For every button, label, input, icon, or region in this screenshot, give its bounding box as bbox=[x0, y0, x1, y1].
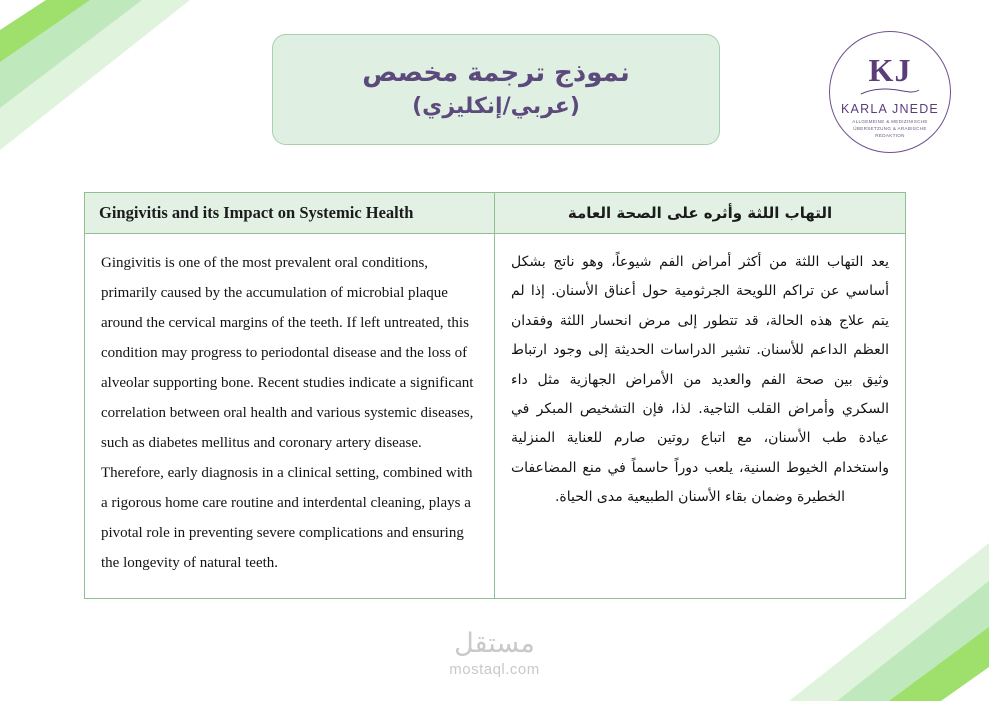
logo-brand-subtitle: ALLGEMEINE & MEDIZINISCHE ÜBERSETZUNG & ARABISCHE REDAKTION bbox=[852, 119, 928, 138]
footer-watermark bbox=[0, 628, 989, 678]
table-body-cell-english bbox=[85, 234, 494, 598]
table-header-cell-english bbox=[85, 193, 494, 234]
english-paragraph: Gingivitis is one of the most prevalent oral conditions, primarily caused by the accumulation of microbial plaque around the cervical margins of the teeth. If left untreated, this condition may progress to periodontal disease and the loss of alveolar supporting bone. Recent studies indicate a significant correlation between oral health and various systemic diseases, such as diabetes mellitus and coronary artery disease. Therefore, early diagnosis in a clinical setting, combined with a rigorous home care routine and interdental cleaning, plays a pivotal role in preventing severe complications and ensuring the longevity of natural teeth. bbox=[101, 255, 474, 571]
logo-swoosh-icon bbox=[859, 87, 921, 97]
logo-brand-name: KARLA JNEDE bbox=[841, 102, 939, 117]
table-column-arabic bbox=[495, 193, 905, 598]
watermark-domain: mostaql.com bbox=[449, 661, 540, 678]
page-title-banner bbox=[272, 34, 720, 145]
logo-monogram: KJ bbox=[868, 52, 912, 89]
table-body-cell-arabic bbox=[495, 234, 905, 598]
decor-corner-top-left-white bbox=[0, 0, 46, 30]
page-title-secondary: (عربي/إنكليزي) bbox=[412, 94, 580, 120]
arabic-heading: التهاب اللثة وأثره على الصحة العامة bbox=[567, 204, 833, 222]
arabic-paragraph: يعد التهاب اللثة من أكثر أمراض الفم شيوعاً، وهو ناتج بشكل أساسي عن تراكم اللويحة الجرثومية حول أعناق الأسنان. إذا لم يتم علاج هذه الحالة، قد تتطور إلى مرض انحسار اللثة وفقدان العظم الداعم للأسنان. تشير الدراسات الحديثة إلى وجود ارتباط وثيق بين صحة الفم والعديد من الأمراض الجهازية مثل داء السكري وأمراض القلب التاجية. لذا، فإن التشخيص المبكر في عيادة طب الأسنان، مع اتباع روتين صارم للعناية المنزلية واستخدام الخيوط السنية، يلعب دوراً حاسماً في منع المضاعفات الخطيرة وضمان بقاء الأسنان الطبيعية مدى الحياة. bbox=[511, 254, 889, 506]
english-heading: Gingivitis and its Impact on Systemic Health bbox=[99, 203, 414, 222]
watermark-arabic: مستقل bbox=[454, 628, 535, 659]
page-title-primary: نموذج ترجمة مخصص bbox=[362, 57, 630, 88]
brand-logo bbox=[818, 30, 962, 154]
table-column-english bbox=[85, 193, 495, 598]
table-header-cell-arabic bbox=[495, 193, 905, 234]
translation-table bbox=[84, 192, 906, 599]
logo-content bbox=[818, 30, 962, 154]
